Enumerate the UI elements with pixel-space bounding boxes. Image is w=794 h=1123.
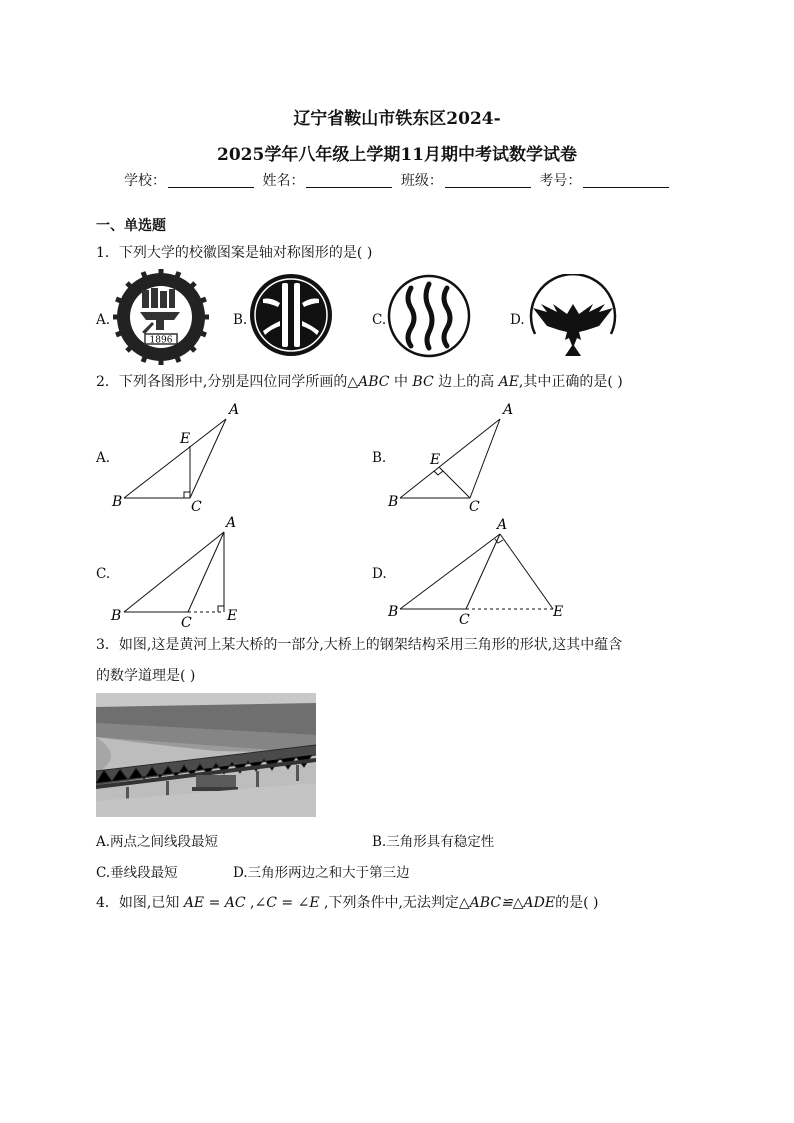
school-label: 学校： (124, 173, 166, 189)
q2a-label-b: B (112, 494, 123, 510)
q2b-label-b: B (388, 494, 399, 510)
q1-option-d-label: D. (510, 312, 525, 328)
seal-logo-icon (249, 273, 333, 357)
q3-option-a: A.两点之间线段最短 (96, 834, 219, 850)
title-line-2: 2025学年八年级上学期11月期中考试数学试卷 (217, 145, 577, 165)
number-label: 考号： (539, 173, 582, 189)
question-2-text (96, 371, 623, 391)
q2d-label-b: B (388, 604, 399, 620)
q1-option-b-label: B. (233, 312, 248, 328)
q1-option-c-label: C. (372, 312, 387, 328)
question-3-line-2: 的数学道理是( ) (96, 668, 196, 684)
q2-text-prefix: 2．下列各图形中,分别是四位同学所画的 (96, 374, 348, 390)
q2a-label-a: A (229, 402, 240, 418)
eagle-logo-icon (527, 274, 619, 366)
q2c-label-c: C (181, 615, 192, 631)
q4-mid: ,下列条件中,无法判定 (319, 895, 459, 911)
q3-option-b: B.三角形具有稳定性 (372, 834, 495, 850)
q2-bc: BC (412, 374, 434, 390)
q2d-label-c: C (459, 612, 470, 628)
q2-option-b-label: B. (372, 450, 387, 466)
q3-option-d: D.三角形两边之和大于第三边 (233, 865, 410, 881)
q2-triangle: △ABC (347, 374, 390, 390)
gear-logo-icon (112, 268, 210, 366)
name-label: 姓名： (262, 173, 305, 189)
q2b-label-a: A (503, 402, 514, 418)
question-1-text: 1．下列大学的校徽图案是轴对称图形的是( ) (96, 245, 373, 261)
q2-option-c-label: C. (96, 566, 111, 582)
q2-option-d-label: D. (372, 566, 387, 582)
q2c-label-b: B (111, 608, 122, 624)
q4-congruence: △ABC≌△ADE (458, 895, 556, 911)
class-field[interactable] (445, 173, 531, 188)
q2b-label-e: E (430, 452, 441, 468)
q2d-label-a: A (497, 517, 508, 533)
name-field[interactable] (306, 173, 392, 188)
question-4-text (96, 892, 598, 912)
q2a-label-e: E (180, 431, 191, 447)
student-info-row (124, 170, 673, 190)
q2a-label-c: C (191, 499, 202, 514)
title-line-1: 辽宁省鞍山市铁东区2024- (293, 109, 501, 129)
class-label: 班级： (400, 173, 443, 189)
q4-condition-1: AE = AC (183, 895, 246, 911)
q4-condition-2: ∠C = ∠E (254, 895, 320, 911)
q4-prefix: 4．如图,已知 (96, 895, 184, 911)
q4-separator: , (245, 895, 255, 911)
q2-figure-c (108, 512, 248, 632)
q2c-label-e: E (227, 608, 238, 624)
q3-option-c: C.垂线段最短 (96, 865, 178, 881)
q2b-label-c: C (469, 499, 480, 514)
q2-option-a-label: A. (96, 450, 111, 466)
waves-logo-icon (387, 274, 471, 358)
q2-text-mid: 中 (389, 374, 413, 390)
school-field[interactable] (168, 173, 254, 188)
question-3-line-1: 3．如图,这是黄河上某大桥的一部分,大桥上的钢架结构采用三角形的形状,这其中蕴含 (96, 637, 623, 653)
logo-year-text: 1896 (149, 335, 173, 346)
q2-ae: AE (498, 374, 519, 390)
q2d-label-e: E (553, 604, 564, 620)
q2-text-mid2: 边上的高 (433, 374, 499, 390)
q2-figure-b (384, 398, 524, 514)
q1-option-a-label: A. (96, 312, 111, 328)
bridge-photo (96, 693, 316, 817)
q2-text-suffix: ,其中正确的是( ) (518, 374, 623, 390)
section-heading: 一、单选题 (96, 218, 166, 234)
q2-figure-d (384, 512, 584, 632)
q4-suffix: 的是( ) (555, 895, 599, 911)
q2c-label-a: A (226, 515, 237, 531)
q2-figure-a (108, 398, 248, 514)
number-field[interactable] (583, 173, 669, 188)
